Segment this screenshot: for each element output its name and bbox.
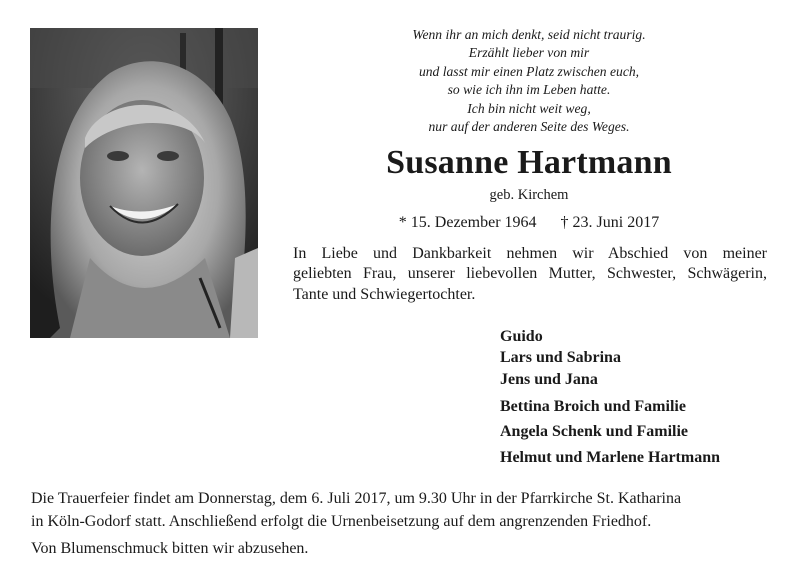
mourner: Angela Schenk und Familie (500, 423, 689, 440)
poem-line: und lasst mir einen Platz zwischen euch, (418, 63, 640, 79)
death-date: † 23. Juni 2017 (560, 214, 660, 231)
poem-line: Erzählt lieber von mir (468, 45, 590, 61)
poem-line: Wenn ihr an mich denkt, seid nicht traurig. (412, 27, 646, 42)
farewell-line: In Liebe und Dankbarkeit nehmen wir Abschied von meiner (293, 245, 767, 262)
portrait-photo (30, 28, 258, 338)
poem-line: so wie ich ihn im Leben hatte. (447, 82, 611, 98)
poem (294, 26, 764, 136)
farewell-text (293, 244, 767, 305)
farewell-line: Tante und Schwiegertochter. (293, 285, 476, 303)
life-dates (294, 212, 764, 234)
mourner: Guido (500, 328, 543, 345)
poem-line: Ich bin nicht weit weg, (467, 100, 591, 116)
birth-date: * 15. Dezember 1964 (398, 214, 537, 231)
poem-line: nur auf der anderen Seite des Weges. (428, 119, 630, 135)
service-line: in Köln-Godorf statt. Anschließend erfolgt die Urnenbeisetzung auf dem angrenzenden Friedhof. (31, 512, 652, 530)
deceased-name: Susanne Hartmann (386, 144, 672, 181)
mourner: Lars und Sabrina (500, 349, 621, 366)
mourner: Helmut und Marlene Hartmann (500, 449, 720, 466)
farewell-line: geliebten Frau, unserer liebevollen Mutter, Schwester, Schwägerin, (293, 265, 767, 283)
service-line: Die Trauerfeier findet am Donnerstag, dem 6. Juli 2017, um 9.30 Uhr in der Pfarrkirche St. Katharina (31, 490, 682, 507)
maiden-name: geb. Kirchem (489, 187, 569, 203)
portrait-image (30, 28, 258, 338)
service-line: Von Blumenschmuck bitten wir abzusehen. (31, 540, 309, 557)
service-details (31, 488, 771, 561)
mourner: Bettina Broich und Familie (500, 398, 686, 415)
mourner: Jens und Jana (500, 371, 598, 388)
